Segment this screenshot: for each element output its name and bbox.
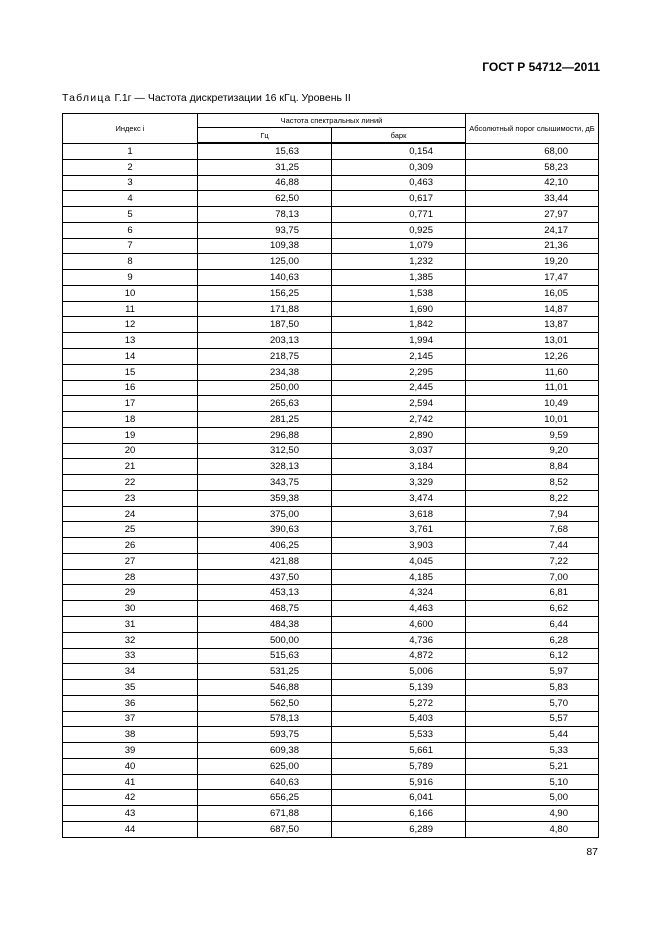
cell-frequency-hz: 109,38 xyxy=(198,238,332,254)
cell-frequency-bark: 1,538 xyxy=(332,285,466,301)
header-hz: Гц xyxy=(198,128,332,144)
table-row xyxy=(63,254,599,270)
cell-frequency-bark: 4,324 xyxy=(332,585,466,601)
cell-frequency-hz: 375,00 xyxy=(198,506,332,522)
cell-threshold: 10,01 xyxy=(466,412,599,428)
cell-threshold: 6,81 xyxy=(466,585,599,601)
cell-frequency-hz: 250,00 xyxy=(198,380,332,396)
cell-frequency-hz: 265,63 xyxy=(198,396,332,412)
cell-frequency-bark: 6,166 xyxy=(332,806,466,822)
cell-frequency-hz: 296,88 xyxy=(198,427,332,443)
cell-index: 43 xyxy=(63,806,198,822)
cell-threshold: 6,62 xyxy=(466,601,599,617)
document-id: ГОСТ Р 54712—2011 xyxy=(482,60,600,74)
header-bark: барк xyxy=(332,128,466,144)
table-row xyxy=(63,285,599,301)
cell-frequency-hz: 500,00 xyxy=(198,632,332,648)
cell-frequency-bark: 3,903 xyxy=(332,538,466,554)
cell-frequency-bark: 0,771 xyxy=(332,207,466,223)
cell-frequency-bark: 4,463 xyxy=(332,601,466,617)
cell-frequency-bark: 4,045 xyxy=(332,553,466,569)
cell-threshold: 7,00 xyxy=(466,569,599,585)
cell-frequency-bark: 2,594 xyxy=(332,396,466,412)
cell-threshold: 8,22 xyxy=(466,490,599,506)
cell-index: 11 xyxy=(63,301,198,317)
table-row xyxy=(63,222,599,238)
table-row xyxy=(63,664,599,680)
table-row xyxy=(63,301,599,317)
spectral-lines-table xyxy=(62,113,599,838)
cell-frequency-hz: 125,00 xyxy=(198,254,332,270)
table-row xyxy=(63,475,599,491)
cell-frequency-bark: 5,533 xyxy=(332,727,466,743)
cell-threshold: 7,94 xyxy=(466,506,599,522)
cell-threshold: 5,21 xyxy=(466,758,599,774)
cell-index: 22 xyxy=(63,475,198,491)
cell-index: 35 xyxy=(63,680,198,696)
cell-frequency-bark: 0,309 xyxy=(332,159,466,175)
header-threshold: Абсолютный порог слышимости, дБ xyxy=(466,114,599,144)
cell-index: 42 xyxy=(63,790,198,806)
table-row xyxy=(63,159,599,175)
cell-index: 37 xyxy=(63,711,198,727)
table-row xyxy=(63,727,599,743)
table-row xyxy=(63,790,599,806)
cell-index: 24 xyxy=(63,506,198,522)
table-row xyxy=(63,632,599,648)
table-row xyxy=(63,648,599,664)
table-container xyxy=(62,113,598,838)
cell-index: 3 xyxy=(63,175,198,191)
cell-threshold: 10,49 xyxy=(466,396,599,412)
cell-index: 40 xyxy=(63,758,198,774)
cell-threshold: 8,84 xyxy=(466,459,599,475)
cell-index: 30 xyxy=(63,601,198,617)
cell-frequency-hz: 15,63 xyxy=(198,143,332,159)
cell-index: 21 xyxy=(63,459,198,475)
cell-frequency-bark: 4,872 xyxy=(332,648,466,664)
table-caption-text: Г.1г — Частота дискретизации 16 кГц. Уровень II xyxy=(114,92,351,104)
cell-frequency-hz: 281,25 xyxy=(198,412,332,428)
cell-index: 41 xyxy=(63,774,198,790)
table-row xyxy=(63,427,599,443)
cell-frequency-bark: 3,329 xyxy=(332,475,466,491)
cell-frequency-bark: 1,842 xyxy=(332,317,466,333)
cell-index: 44 xyxy=(63,821,198,837)
table-row xyxy=(63,774,599,790)
cell-threshold: 4,80 xyxy=(466,821,599,837)
cell-threshold: 9,59 xyxy=(466,427,599,443)
cell-index: 34 xyxy=(63,664,198,680)
table-row xyxy=(63,364,599,380)
cell-frequency-bark: 3,037 xyxy=(332,443,466,459)
table-row xyxy=(63,175,599,191)
cell-frequency-hz: 421,88 xyxy=(198,553,332,569)
cell-frequency-hz: 468,75 xyxy=(198,601,332,617)
cell-threshold: 4,90 xyxy=(466,806,599,822)
cell-frequency-hz: 656,25 xyxy=(198,790,332,806)
cell-frequency-bark: 2,145 xyxy=(332,348,466,364)
cell-index: 5 xyxy=(63,207,198,223)
table-row xyxy=(63,459,599,475)
cell-frequency-bark: 2,890 xyxy=(332,427,466,443)
cell-frequency-hz: 453,13 xyxy=(198,585,332,601)
cell-index: 14 xyxy=(63,348,198,364)
cell-threshold: 21,36 xyxy=(466,238,599,254)
cell-frequency-hz: 640,63 xyxy=(198,774,332,790)
cell-index: 12 xyxy=(63,317,198,333)
table-row xyxy=(63,743,599,759)
table-row xyxy=(63,412,599,428)
cell-threshold: 58,23 xyxy=(466,159,599,175)
cell-frequency-hz: 328,13 xyxy=(198,459,332,475)
cell-index: 9 xyxy=(63,270,198,286)
table-row xyxy=(63,553,599,569)
cell-threshold: 42,10 xyxy=(466,175,599,191)
cell-threshold: 12,26 xyxy=(466,348,599,364)
cell-frequency-bark: 1,079 xyxy=(332,238,466,254)
table-row xyxy=(63,538,599,554)
cell-threshold: 9,20 xyxy=(466,443,599,459)
table-row xyxy=(63,616,599,632)
cell-index: 19 xyxy=(63,427,198,443)
cell-index: 8 xyxy=(63,254,198,270)
cell-frequency-bark: 1,232 xyxy=(332,254,466,270)
table-row xyxy=(63,569,599,585)
cell-frequency-hz: 531,25 xyxy=(198,664,332,680)
page-number: 87 xyxy=(586,846,598,858)
cell-threshold: 8,52 xyxy=(466,475,599,491)
cell-frequency-hz: 546,88 xyxy=(198,680,332,696)
cell-frequency-bark: 5,139 xyxy=(332,680,466,696)
cell-frequency-hz: 515,63 xyxy=(198,648,332,664)
cell-threshold: 13,87 xyxy=(466,317,599,333)
table-row xyxy=(63,758,599,774)
cell-index: 23 xyxy=(63,490,198,506)
cell-threshold: 5,10 xyxy=(466,774,599,790)
cell-threshold: 24,17 xyxy=(466,222,599,238)
cell-frequency-bark: 2,742 xyxy=(332,412,466,428)
cell-frequency-hz: 406,25 xyxy=(198,538,332,554)
cell-frequency-bark: 0,463 xyxy=(332,175,466,191)
cell-frequency-hz: 140,63 xyxy=(198,270,332,286)
cell-frequency-bark: 4,185 xyxy=(332,569,466,585)
cell-index: 25 xyxy=(63,522,198,538)
table-caption xyxy=(62,92,351,104)
cell-frequency-hz: 562,50 xyxy=(198,695,332,711)
cell-frequency-hz: 187,50 xyxy=(198,317,332,333)
cell-index: 4 xyxy=(63,191,198,207)
cell-index: 17 xyxy=(63,396,198,412)
cell-threshold: 5,44 xyxy=(466,727,599,743)
table-row xyxy=(63,270,599,286)
cell-frequency-bark: 0,617 xyxy=(332,191,466,207)
cell-frequency-hz: 62,50 xyxy=(198,191,332,207)
cell-threshold: 16,05 xyxy=(466,285,599,301)
table-caption-label: Таблица xyxy=(62,92,112,104)
header-spectral-frequency: Частота спектральных линий xyxy=(198,114,466,128)
cell-frequency-bark: 5,789 xyxy=(332,758,466,774)
cell-index: 6 xyxy=(63,222,198,238)
cell-index: 7 xyxy=(63,238,198,254)
cell-frequency-bark: 3,474 xyxy=(332,490,466,506)
table-row xyxy=(63,380,599,396)
cell-frequency-bark: 0,925 xyxy=(332,222,466,238)
cell-frequency-bark: 0,154 xyxy=(332,143,466,159)
cell-threshold: 5,83 xyxy=(466,680,599,696)
cell-frequency-bark: 3,618 xyxy=(332,506,466,522)
cell-frequency-hz: 218,75 xyxy=(198,348,332,364)
cell-threshold: 11,60 xyxy=(466,364,599,380)
cell-frequency-bark: 3,184 xyxy=(332,459,466,475)
table-row xyxy=(63,506,599,522)
table-row xyxy=(63,333,599,349)
cell-threshold: 5,00 xyxy=(466,790,599,806)
cell-frequency-hz: 671,88 xyxy=(198,806,332,822)
cell-frequency-hz: 234,38 xyxy=(198,364,332,380)
cell-frequency-bark: 2,295 xyxy=(332,364,466,380)
table-row xyxy=(63,191,599,207)
cell-index: 39 xyxy=(63,743,198,759)
cell-frequency-bark: 5,006 xyxy=(332,664,466,680)
cell-threshold: 33,44 xyxy=(466,191,599,207)
table-row xyxy=(63,585,599,601)
cell-threshold: 27,97 xyxy=(466,207,599,223)
cell-threshold: 5,57 xyxy=(466,711,599,727)
cell-index: 38 xyxy=(63,727,198,743)
table-row xyxy=(63,443,599,459)
table-row xyxy=(63,806,599,822)
cell-threshold: 7,68 xyxy=(466,522,599,538)
cell-frequency-bark: 2,445 xyxy=(332,380,466,396)
cell-frequency-hz: 437,50 xyxy=(198,569,332,585)
cell-index: 15 xyxy=(63,364,198,380)
cell-threshold: 14,87 xyxy=(466,301,599,317)
cell-threshold: 68,00 xyxy=(466,143,599,159)
cell-frequency-hz: 687,50 xyxy=(198,821,332,837)
cell-index: 16 xyxy=(63,380,198,396)
cell-index: 26 xyxy=(63,538,198,554)
cell-frequency-bark: 4,736 xyxy=(332,632,466,648)
cell-index: 33 xyxy=(63,648,198,664)
cell-frequency-hz: 171,88 xyxy=(198,301,332,317)
table-row xyxy=(63,317,599,333)
cell-index: 29 xyxy=(63,585,198,601)
cell-threshold: 11,01 xyxy=(466,380,599,396)
cell-frequency-hz: 390,63 xyxy=(198,522,332,538)
table-row xyxy=(63,490,599,506)
cell-frequency-bark: 4,600 xyxy=(332,616,466,632)
table-row xyxy=(63,711,599,727)
cell-index: 1 xyxy=(63,143,198,159)
cell-index: 32 xyxy=(63,632,198,648)
cell-threshold: 5,97 xyxy=(466,664,599,680)
cell-frequency-bark: 5,661 xyxy=(332,743,466,759)
table-row xyxy=(63,396,599,412)
cell-index: 18 xyxy=(63,412,198,428)
cell-index: 27 xyxy=(63,553,198,569)
cell-frequency-hz: 312,50 xyxy=(198,443,332,459)
table-row xyxy=(63,821,599,837)
cell-frequency-bark: 3,761 xyxy=(332,522,466,538)
cell-frequency-hz: 625,00 xyxy=(198,758,332,774)
cell-frequency-hz: 609,38 xyxy=(198,743,332,759)
cell-index: 28 xyxy=(63,569,198,585)
cell-threshold: 19,20 xyxy=(466,254,599,270)
cell-threshold: 5,33 xyxy=(466,743,599,759)
cell-threshold: 7,44 xyxy=(466,538,599,554)
cell-frequency-hz: 343,75 xyxy=(198,475,332,491)
cell-frequency-bark: 6,289 xyxy=(332,821,466,837)
cell-frequency-hz: 46,88 xyxy=(198,175,332,191)
table-row xyxy=(63,601,599,617)
cell-frequency-hz: 359,38 xyxy=(198,490,332,506)
cell-frequency-bark: 1,994 xyxy=(332,333,466,349)
table-row xyxy=(63,348,599,364)
cell-frequency-hz: 593,75 xyxy=(198,727,332,743)
cell-frequency-hz: 156,25 xyxy=(198,285,332,301)
cell-threshold: 17,47 xyxy=(466,270,599,286)
cell-index: 13 xyxy=(63,333,198,349)
table-row xyxy=(63,238,599,254)
cell-threshold: 6,28 xyxy=(466,632,599,648)
cell-frequency-bark: 5,916 xyxy=(332,774,466,790)
cell-frequency-bark: 5,403 xyxy=(332,711,466,727)
cell-index: 10 xyxy=(63,285,198,301)
cell-frequency-bark: 6,041 xyxy=(332,790,466,806)
cell-frequency-bark: 1,385 xyxy=(332,270,466,286)
table-body xyxy=(63,143,599,838)
table-row xyxy=(63,695,599,711)
table-row xyxy=(63,143,599,159)
cell-index: 2 xyxy=(63,159,198,175)
cell-frequency-hz: 31,25 xyxy=(198,159,332,175)
cell-frequency-hz: 484,38 xyxy=(198,616,332,632)
cell-frequency-hz: 93,75 xyxy=(198,222,332,238)
cell-frequency-hz: 203,13 xyxy=(198,333,332,349)
header-index: Индекс i xyxy=(63,114,198,144)
cell-frequency-bark: 1,690 xyxy=(332,301,466,317)
cell-threshold: 6,12 xyxy=(466,648,599,664)
cell-frequency-hz: 578,13 xyxy=(198,711,332,727)
cell-frequency-hz: 78,13 xyxy=(198,207,332,223)
table-row xyxy=(63,680,599,696)
table-row xyxy=(63,207,599,223)
cell-index: 20 xyxy=(63,443,198,459)
table-row xyxy=(63,522,599,538)
cell-threshold: 13,01 xyxy=(466,333,599,349)
cell-threshold: 7,22 xyxy=(466,553,599,569)
cell-threshold: 5,70 xyxy=(466,695,599,711)
cell-index: 36 xyxy=(63,695,198,711)
cell-threshold: 6,44 xyxy=(466,616,599,632)
cell-frequency-bark: 5,272 xyxy=(332,695,466,711)
cell-index: 31 xyxy=(63,616,198,632)
